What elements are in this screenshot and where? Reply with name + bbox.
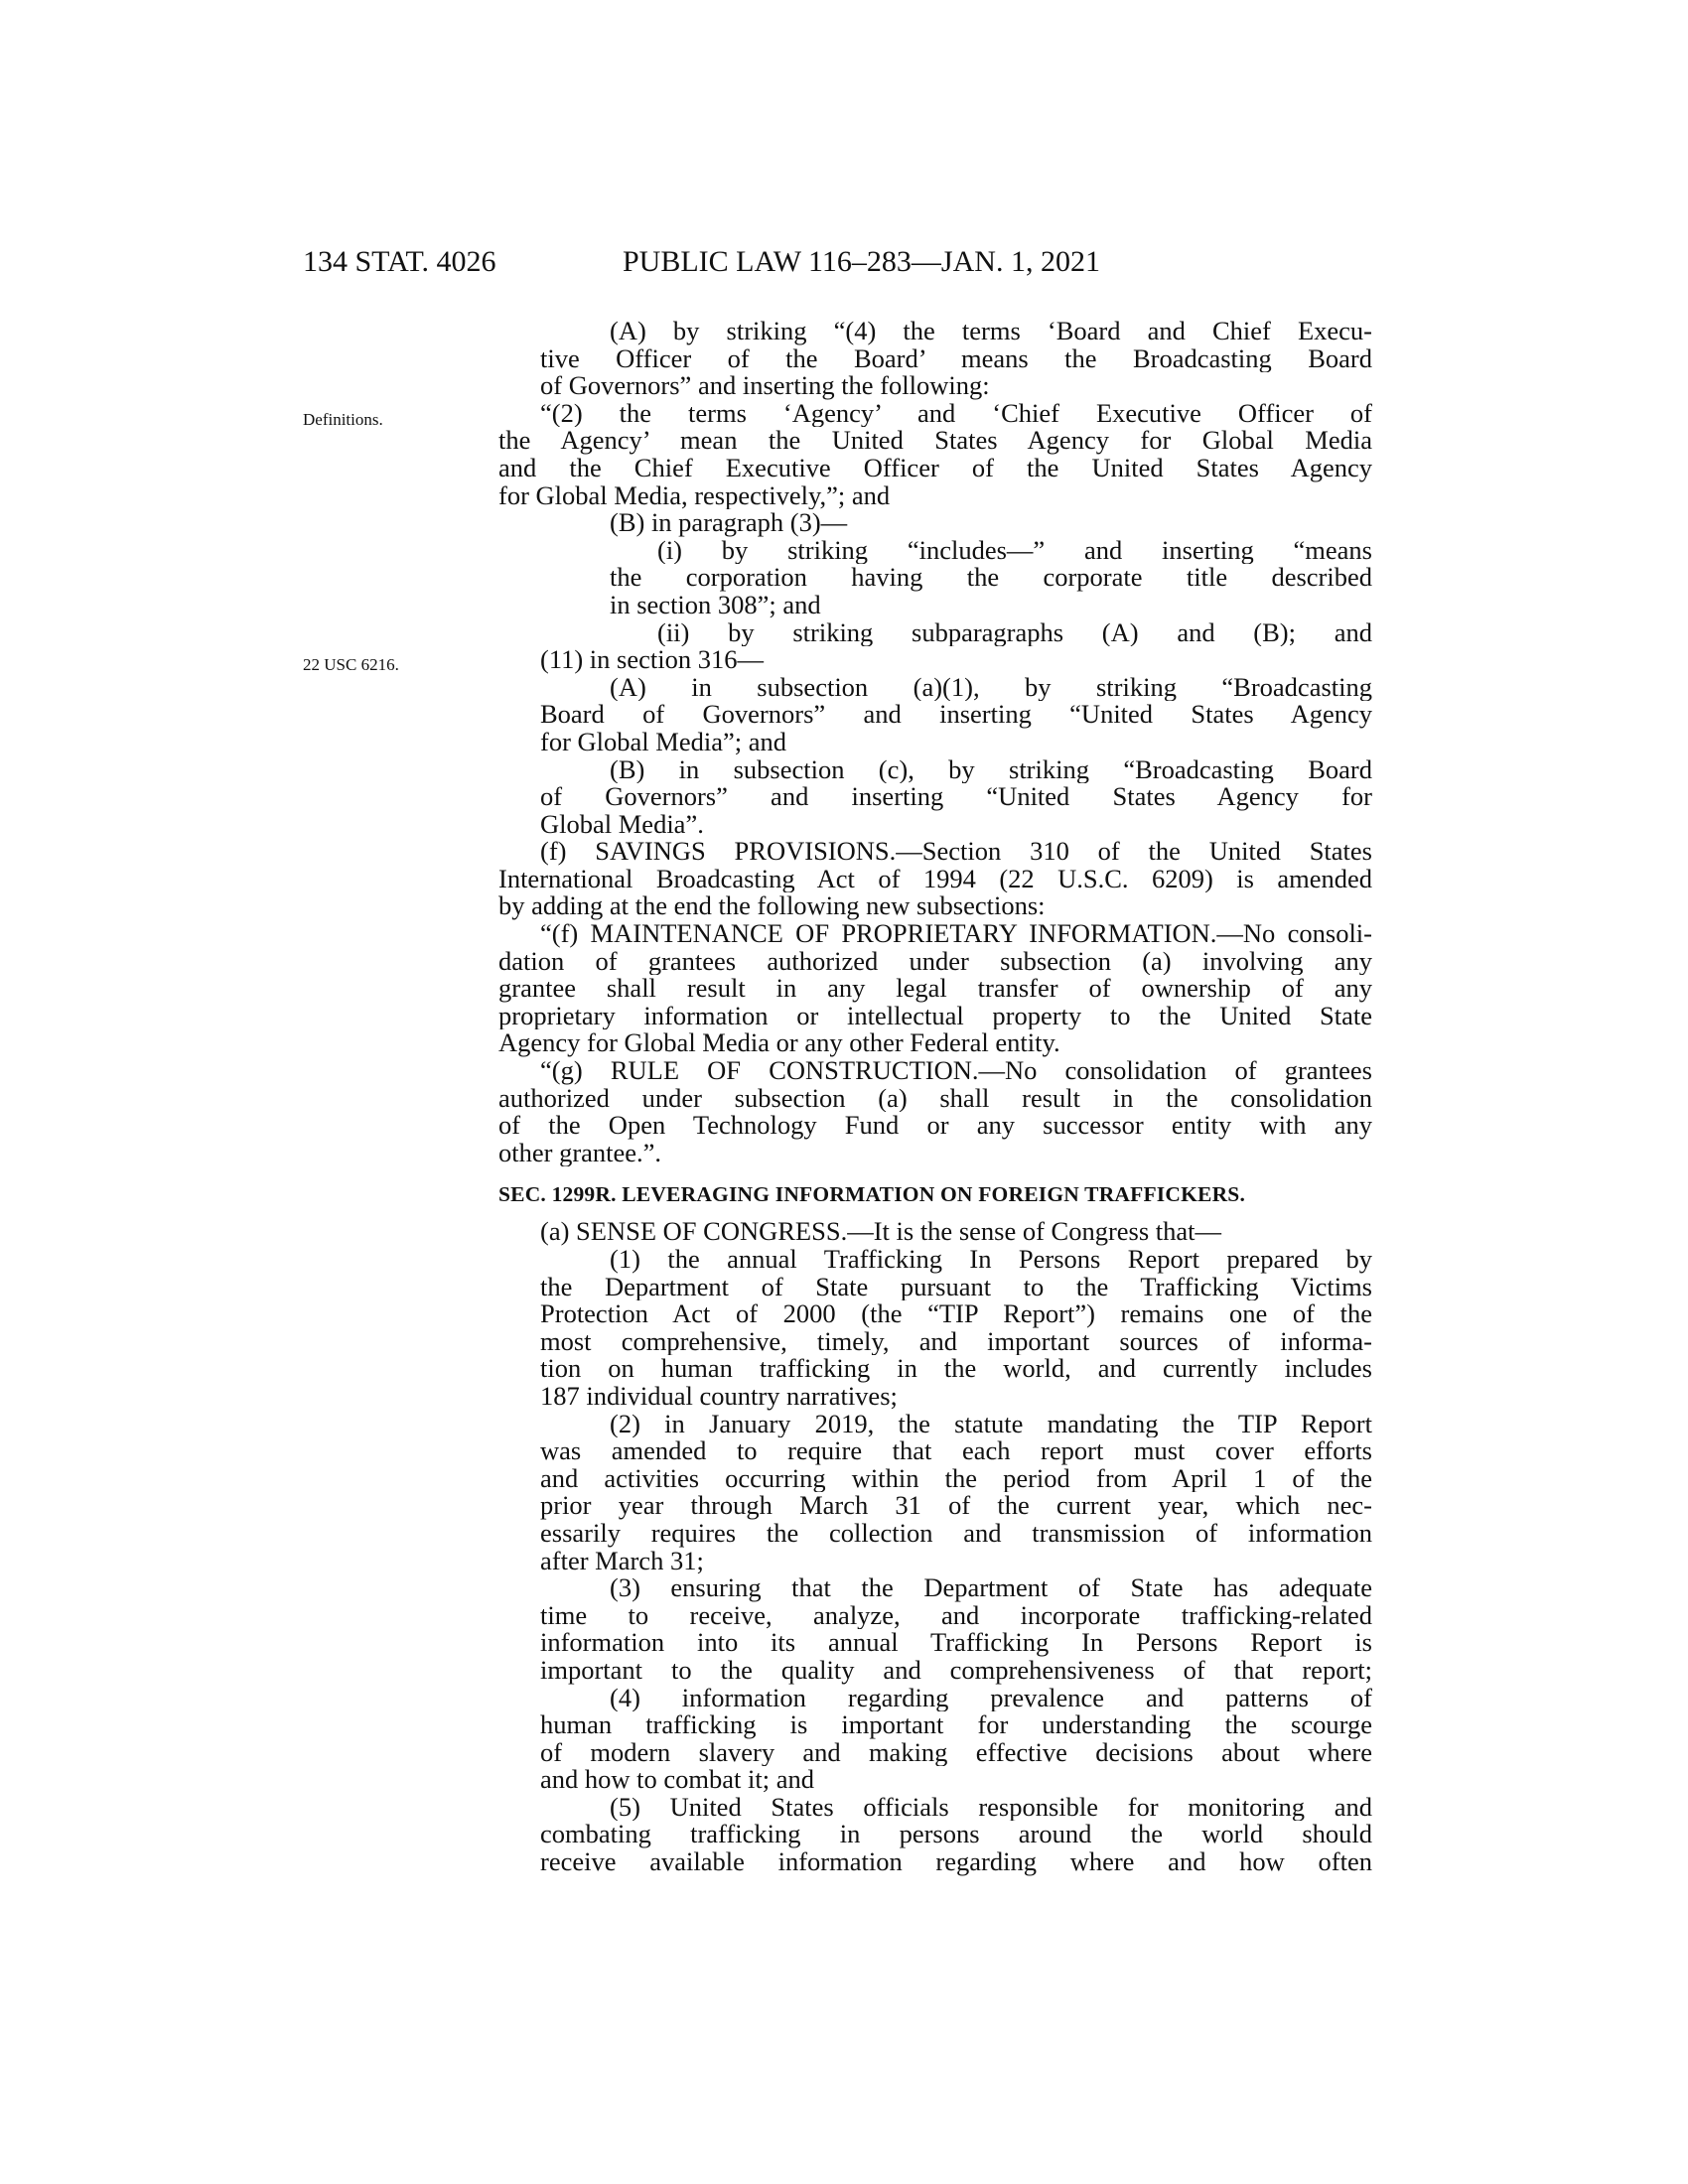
text-line: (A) in subsection (a)(1), by striking “Broadcasting	[610, 673, 1372, 702]
text-line: “(g) RULE OF CONSTRUCTION.—No consolidation of grantees	[540, 1057, 1372, 1085]
text-line: “(f) MAINTENANCE OF PROPRIETARY INFORMATION.—No consoli-	[540, 920, 1372, 948]
text-line: in section 308”; and	[610, 591, 821, 619]
text-line: (B) in paragraph (3)—	[610, 509, 848, 537]
text-line: (1) the annual Trafficking In Persons Report prepared by	[610, 1246, 1372, 1274]
text-line: (4) information regarding prevalence and patterns of	[610, 1684, 1372, 1712]
text-line: (2) in January 2019, the statute mandating the TIP Report	[610, 1410, 1372, 1438]
text-line: (i) by striking “includes—” and inserting “means	[657, 536, 1372, 565]
text-line: authorized under subsection (a) shall result in the consolidation	[498, 1084, 1372, 1113]
section-1299r-text-block	[498, 1218, 1372, 1875]
text-line: (f) SAVINGS PROVISIONS.—Section 310 of the United States	[540, 838, 1372, 866]
text-line: proprietary information or intellectual property to the United State	[498, 1002, 1372, 1030]
text-line: other grantee.”.	[498, 1139, 662, 1167]
text-line: (A) by striking “(4) the terms ‘Board and Chief Execu-	[610, 318, 1372, 345]
text-line: essarily requires the collection and transmission of information	[540, 1519, 1372, 1548]
text-line: and how to combat it; and	[540, 1766, 814, 1794]
text-line: most comprehensive, timely, and important sources of informa-	[540, 1327, 1372, 1356]
text-line: the Department of State pursuant to the Trafficking Victims	[540, 1273, 1372, 1301]
text-line: tive Officer of the Board’ means the Broadcasting Board	[540, 344, 1372, 373]
text-line: dation of grantees authorized under subsection (a) involving any	[498, 947, 1372, 976]
text-line: of Governors” and inserting the following:	[540, 372, 990, 400]
text-line: Protection Act of 2000 (the “TIP Report”) remains one of the	[540, 1300, 1372, 1328]
text-line: important to the quality and comprehensiveness of that report;	[540, 1656, 1372, 1685]
text-line: combating trafficking in persons around the world should	[540, 1821, 1372, 1849]
amendment-text-block	[498, 318, 1372, 1166]
text-line: information into its annual Trafficking In Persons Report is	[540, 1629, 1372, 1657]
statute-body-text	[498, 318, 1372, 1876]
page-header	[0, 244, 1688, 284]
text-line: for Global Media, respectively,”; and	[498, 481, 891, 510]
text-line: prior year through March 31 of the current year, which nec-	[540, 1492, 1372, 1520]
text-line: by adding at the end the following new subsections:	[498, 892, 1046, 921]
text-line: after March 31;	[540, 1547, 704, 1575]
text-line: of Governors” and inserting “United States Agency for	[540, 783, 1372, 811]
text-line: of modern slavery and making effective decisions about where	[540, 1738, 1372, 1767]
text-line: grantee shall result in any legal transfer of ownership of any	[498, 975, 1372, 1003]
text-line: (3) ensuring that the Department of State has adequate	[610, 1574, 1372, 1602]
text-line: was amended to require that each report must cover efforts	[540, 1437, 1372, 1465]
text-line: tion on human trafficking in the world, and currently includes	[540, 1355, 1372, 1383]
section-heading: SEC. 1299R. LEVERAGING INFORMATION ON FOREIGN TRAFFICKERS.	[498, 1182, 1246, 1207]
text-line: (5) United States officials responsible for monitoring and	[610, 1793, 1372, 1822]
text-line: and the Chief Executive Officer of the United States Agency	[498, 454, 1372, 482]
text-line: for Global Media”; and	[540, 728, 786, 756]
text-line: and activities occurring within the period from April 1 of the	[540, 1464, 1372, 1493]
text-line: Global Media”.	[540, 810, 704, 839]
text-line: “(2) the terms ‘Agency’ and ‘Chief Executive Officer of	[540, 399, 1372, 428]
text-line: Board of Governors” and inserting “United States Agency	[540, 701, 1372, 729]
text-line: (B) in subsection (c), by striking “Broadcasting Board	[610, 755, 1372, 784]
text-line: (a) SENSE OF CONGRESS.—It is the sense of Congress that—	[540, 1218, 1222, 1246]
margin-note-definitions: Definitions.	[303, 410, 383, 429]
margin-note-usc-citation: 22 USC 6216.	[303, 655, 399, 674]
text-line: 187 individual country narratives;	[540, 1382, 898, 1411]
text-line: human trafficking is important for understanding the scourge	[540, 1711, 1372, 1739]
text-line: (ii) by striking subparagraphs (A) and (B); and	[657, 618, 1372, 647]
text-line: Agency for Global Media or any other Federal entity.	[498, 1029, 1060, 1058]
text-line: International Broadcasting Act of 1994 (22 U.S.C. 6209) is amended	[498, 865, 1372, 893]
statute-page-number: 134 STAT. 4026	[303, 245, 496, 278]
text-line: the corporation having the corporate title described	[610, 564, 1372, 592]
text-line: time to receive, analyze, and incorporate trafficking-related	[540, 1601, 1372, 1630]
text-line: the Agency’ mean the United States Agency for Global Media	[498, 427, 1372, 455]
text-line: (11) in section 316—	[540, 646, 764, 674]
text-line: receive available information regarding where and how often	[540, 1848, 1372, 1876]
text-line: of the Open Technology Fund or any successor entity with any	[498, 1112, 1372, 1140]
running-head-title: PUBLIC LAW 116–283—JAN. 1, 2021	[623, 245, 1100, 278]
